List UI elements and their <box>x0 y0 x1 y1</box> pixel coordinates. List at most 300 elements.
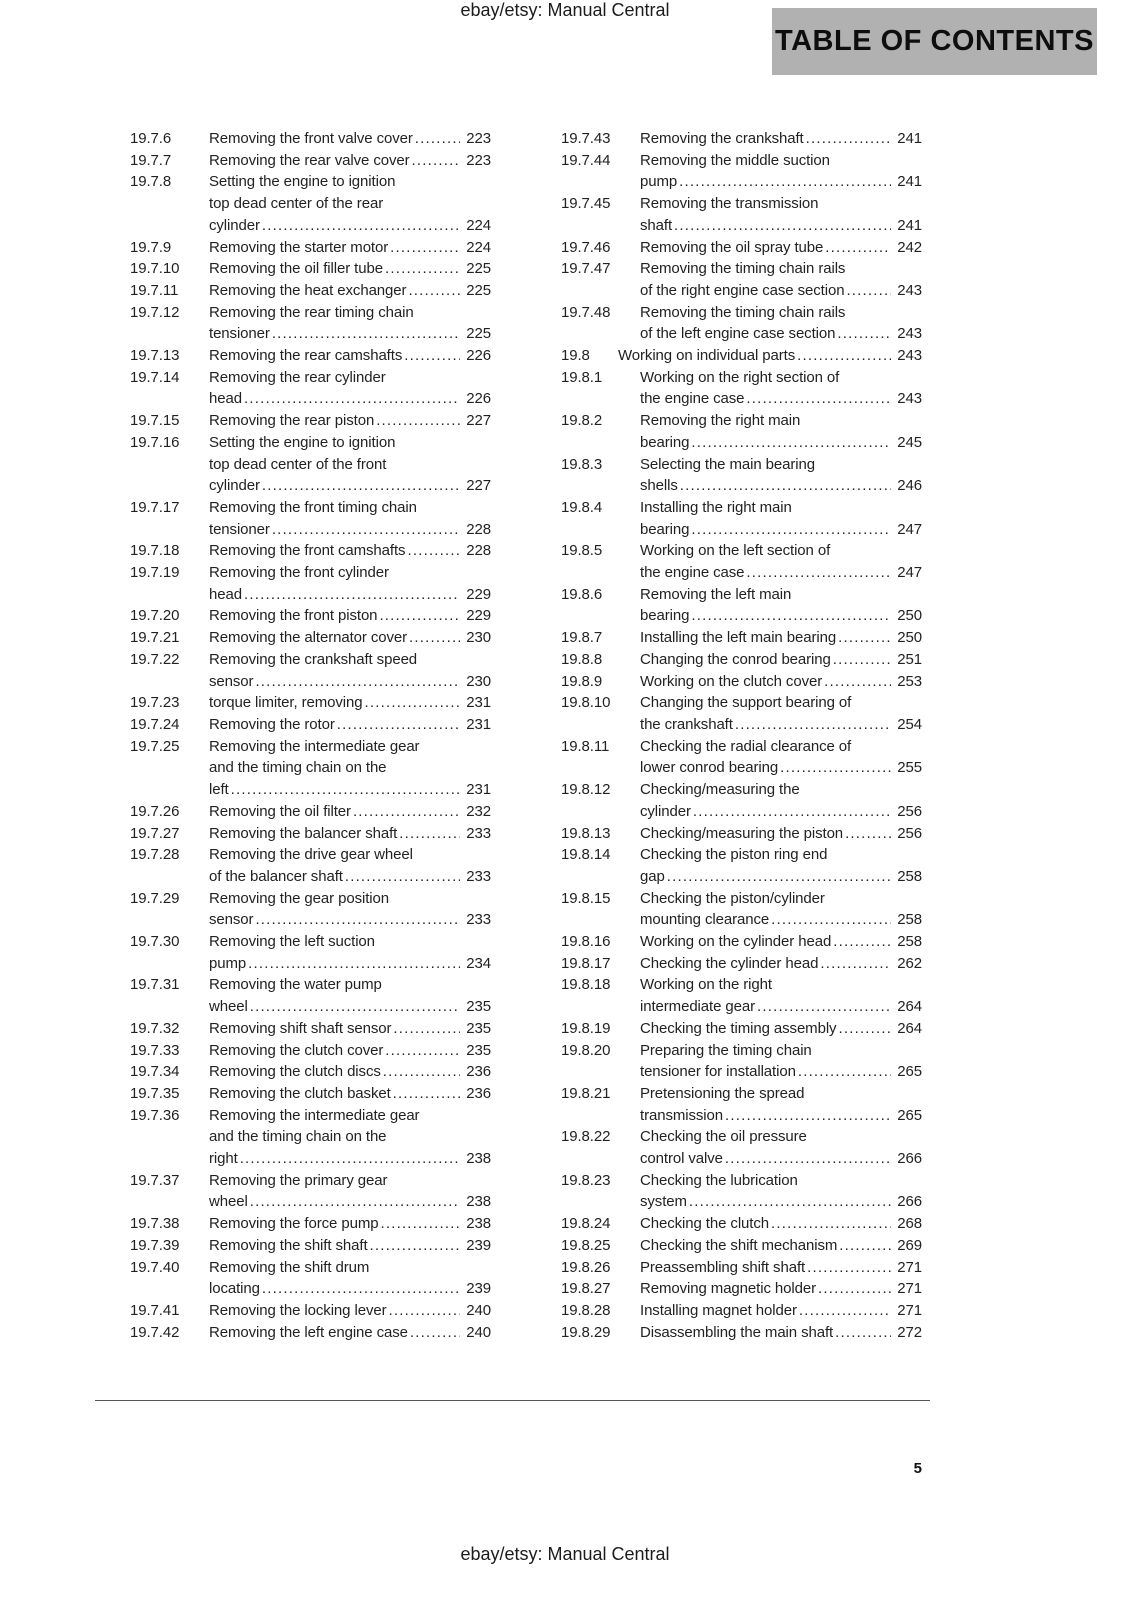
toc-entry-body <box>640 540 922 583</box>
toc-entry-number: 19.7.17 <box>130 498 180 516</box>
toc-entry <box>561 1040 922 1083</box>
toc-entry-body <box>640 150 922 193</box>
toc-entry-page: 234 <box>466 954 491 972</box>
toc-entry-page: 247 <box>897 520 922 538</box>
toc-entry-title: of the left engine case section <box>640 325 836 343</box>
toc-entry-number: 19.7.32 <box>130 1019 180 1037</box>
toc-entry <box>130 345 491 367</box>
toc-entry-title: the engine case <box>640 564 745 582</box>
toc-entry-page: 247 <box>897 564 922 582</box>
toc-entry-title: Removing the shift shaft <box>209 1236 368 1254</box>
toc-entry-title: Removing the front cylinder <box>209 564 389 582</box>
toc-entry-title: tensioner <box>209 325 270 343</box>
dot-leader <box>393 1018 460 1040</box>
toc-entry-page: 243 <box>897 347 922 365</box>
dot-leader <box>735 714 891 736</box>
toc-entry-page: 254 <box>897 715 922 733</box>
toc-entry-page: 243 <box>897 390 922 408</box>
toc-entry-page: 233 <box>466 824 491 842</box>
toc-columns <box>130 128 922 1343</box>
toc-entry-page: 271 <box>897 1301 922 1319</box>
toc-entry-body <box>640 1018 922 1040</box>
dot-leader <box>240 1148 461 1170</box>
toc-entry-title: Working on the right <box>640 976 772 994</box>
toc-entry-title: Installing the right main <box>640 498 792 516</box>
toc-entry <box>130 150 491 172</box>
toc-entry-number: 19.8.24 <box>561 1215 611 1233</box>
dot-leader <box>250 996 461 1018</box>
toc-entry-title: Removing the left suction <box>209 933 375 951</box>
toc-entry-page: 251 <box>897 650 922 668</box>
toc-entry-title: mounting clearance <box>640 911 770 929</box>
toc-entry-title: Removing the water pump <box>209 976 382 994</box>
toc-entry-body <box>209 150 491 172</box>
toc-entry-title: wheel <box>209 1193 248 1211</box>
dot-leader <box>746 562 891 584</box>
toc-entry-title: Removing the oil filter <box>209 802 351 820</box>
toc-entry-title: Removing the rear timing chain <box>209 303 414 321</box>
toc-entry-number: 19.7.48 <box>561 303 611 321</box>
toc-entry-page: 224 <box>466 216 491 234</box>
toc-entry-number: 19.7.10 <box>130 260 180 278</box>
toc-entry-body <box>640 454 922 497</box>
toc-entry-body <box>640 692 922 735</box>
toc-entry-number: 19.8.19 <box>561 1019 611 1037</box>
toc-entry-body <box>640 736 922 779</box>
toc-entry <box>561 540 922 583</box>
toc-entry-title: Removing the front timing chain <box>209 498 417 516</box>
toc-entry-title: the crankshaft <box>640 715 733 733</box>
toc-entry <box>130 1018 491 1040</box>
toc-entry-body <box>209 1300 491 1322</box>
toc-entry <box>561 953 922 975</box>
toc-entry <box>130 302 491 345</box>
toc-entry-number: 19.7.25 <box>130 737 180 755</box>
toc-entry-number: 19.8.28 <box>561 1301 611 1319</box>
toc-entry-page: 264 <box>897 998 922 1016</box>
toc-entry-number: 19.7.12 <box>130 303 180 321</box>
toc-entry-body <box>640 974 922 1017</box>
toc-entry-number: 19.7.15 <box>130 412 180 430</box>
toc-entry-title: Removing the rear camshafts <box>209 347 403 365</box>
dot-leader <box>231 779 461 801</box>
toc-entry-body <box>640 1257 922 1279</box>
toc-entry-page: 242 <box>897 238 922 256</box>
toc-entry-page: 226 <box>466 347 491 365</box>
toc-entry-title: Checking the oil pressure <box>640 1128 807 1146</box>
toc-entry-title: Removing the clutch discs <box>209 1063 381 1081</box>
toc-entry-number: 19.7.44 <box>561 151 611 169</box>
toc-entry-title: Removing the transmission <box>640 195 819 213</box>
toc-entry-title: Checking the lubrication <box>640 1171 798 1189</box>
toc-entry-number: 19.8.10 <box>561 694 611 712</box>
toc-entry-page: 240 <box>466 1323 491 1341</box>
toc-entry-body <box>209 888 491 931</box>
toc-entry-title: Removing the left main <box>640 585 792 603</box>
toc-entry-number: 19.7.7 <box>130 151 172 169</box>
toc-entry <box>130 1040 491 1062</box>
toc-entry-title: Removing the alternator cover <box>209 629 408 647</box>
toc-entry-page: 256 <box>897 824 922 842</box>
toc-entry-page: 243 <box>897 325 922 343</box>
toc-entry-page: 231 <box>466 715 491 733</box>
toc-entry-title: Working on the right section of <box>640 368 840 386</box>
toc-entry <box>561 1278 922 1300</box>
toc-entry-page: 239 <box>466 1280 491 1298</box>
toc-entry-title: left <box>209 781 229 799</box>
toc-entry <box>130 823 491 845</box>
toc-entry-number: 19.8.15 <box>561 889 611 907</box>
toc-entry-title: Checking the clutch <box>640 1215 770 1233</box>
toc-entry-body <box>209 844 491 887</box>
toc-entry-number: 19.7.35 <box>130 1084 180 1102</box>
dot-leader <box>390 237 460 259</box>
toc-entry-title: lower conrod bearing <box>640 759 779 777</box>
toc-entry-title: bearing <box>640 607 690 625</box>
toc-entry-title: Checking/measuring the piston <box>640 824 844 842</box>
dot-leader <box>404 345 460 367</box>
toc-entry-page: 269 <box>897 1236 922 1254</box>
toc-entry-page: 233 <box>466 867 491 885</box>
dot-leader <box>689 1191 891 1213</box>
toc-entry-title: Removing magnetic holder <box>640 1280 817 1298</box>
toc-entry <box>561 1170 922 1213</box>
toc-entry <box>561 779 922 822</box>
dot-leader <box>248 953 460 975</box>
toc-entry-number: 19.8.17 <box>561 954 611 972</box>
dot-leader <box>380 1213 460 1235</box>
toc-entry-title: Removing the gear position <box>209 889 390 907</box>
toc-entry-page: 243 <box>897 281 922 299</box>
toc-entry <box>130 280 491 302</box>
toc-entry-page: 235 <box>466 1019 491 1037</box>
toc-entry-number: 19.8.18 <box>561 976 611 994</box>
toc-entry-page: 229 <box>466 607 491 625</box>
dot-leader <box>691 519 891 541</box>
toc-entry-number: 19.7.34 <box>130 1063 180 1081</box>
toc-entry-body <box>209 692 491 714</box>
footer-divider <box>95 1400 930 1401</box>
toc-entry-title: wheel <box>209 998 248 1016</box>
toc-entry-page: 240 <box>466 1301 491 1319</box>
toc-entry <box>561 454 922 497</box>
toc-entry-body <box>640 1235 922 1257</box>
toc-entry-title: Removing the intermediate gear <box>209 737 420 755</box>
toc-entry-page: 227 <box>466 477 491 495</box>
toc-entry-number: 19.8.5 <box>561 542 603 560</box>
toc-entry-number: 19.7.20 <box>130 607 180 625</box>
toc-entry <box>561 1126 922 1169</box>
toc-entry-title: cylinder <box>640 802 691 820</box>
toc-entry-title: shells <box>640 477 678 495</box>
toc-entry-title: transmission <box>640 1106 723 1124</box>
toc-entry-body <box>640 1083 922 1126</box>
dot-leader <box>833 649 891 671</box>
toc-entry-page: 265 <box>897 1106 922 1124</box>
toc-entry <box>130 258 491 280</box>
toc-entry-body <box>640 1040 922 1083</box>
dot-leader <box>412 150 461 172</box>
toc-entry-body <box>618 345 922 367</box>
toc-entry-number: 19.7.18 <box>130 542 180 560</box>
toc-entry-page: 231 <box>466 694 491 712</box>
toc-entry-body <box>640 1170 922 1213</box>
toc-entry <box>130 605 491 627</box>
toc-entry-number: 19.8 <box>561 347 590 365</box>
toc-entry-body <box>640 1126 922 1169</box>
toc-entry-body <box>209 367 491 410</box>
toc-entry-title: Checking the piston ring end <box>640 846 828 864</box>
dot-leader <box>806 128 892 150</box>
dot-leader <box>833 931 891 953</box>
toc-entry-title: Checking the timing assembly <box>640 1019 837 1037</box>
toc-entry <box>130 931 491 974</box>
toc-entry-number: 19.7.14 <box>130 368 180 386</box>
toc-entry-page: 255 <box>897 759 922 777</box>
dot-leader <box>244 388 460 410</box>
toc-entry-page: 230 <box>466 672 491 690</box>
toc-entry <box>130 237 491 259</box>
dot-leader <box>839 1235 891 1257</box>
toc-entry-title: control valve <box>640 1150 723 1168</box>
toc-entry-title: cylinder <box>209 477 260 495</box>
toc-entry <box>561 1257 922 1279</box>
toc-entry-number: 19.8.16 <box>561 933 611 951</box>
dot-leader <box>798 1061 891 1083</box>
toc-entry-number: 19.8.3 <box>561 455 603 473</box>
toc-entry-title: Removing the middle suction <box>640 151 830 169</box>
toc-entry-number: 19.7.19 <box>130 564 180 582</box>
toc-entry <box>561 237 922 259</box>
toc-entry-body <box>640 410 922 453</box>
toc-entry <box>561 345 922 367</box>
toc-entry-number: 19.7.9 <box>130 238 172 256</box>
toc-entry-number: 19.7.22 <box>130 650 180 668</box>
toc-entry-page: 232 <box>466 802 491 820</box>
dot-leader <box>674 215 891 237</box>
dot-leader <box>820 953 891 975</box>
toc-entry-body <box>640 888 922 931</box>
toc-entry-number: 19.7.33 <box>130 1041 180 1059</box>
toc-entry-title: system <box>640 1193 687 1211</box>
toc-entry-number: 19.8.11 <box>561 737 610 755</box>
toc-entry-title: Removing the rotor <box>209 715 335 733</box>
toc-entry <box>561 823 922 845</box>
toc-entry <box>561 671 922 693</box>
toc-entry-title: Working on individual parts <box>618 347 796 365</box>
dot-leader <box>667 866 892 888</box>
dot-leader <box>838 627 891 649</box>
toc-entry-title: Removing the rear piston <box>209 412 375 430</box>
toc-entry-title: head <box>209 390 242 408</box>
toc-entry-page: 241 <box>897 173 922 191</box>
toc-entry <box>561 584 922 627</box>
toc-entry-body <box>209 432 491 497</box>
toc-entry-title: shaft <box>640 216 673 234</box>
dot-leader <box>825 237 891 259</box>
toc-entry-body <box>209 410 491 432</box>
toc-entry-number: 19.8.29 <box>561 1323 611 1341</box>
toc-entry-number: 19.8.8 <box>561 650 603 668</box>
dot-leader <box>272 519 460 541</box>
header-site-title: ebay/etsy: Manual Central <box>460 0 670 20</box>
dot-leader <box>408 280 460 302</box>
toc-entry-page: 266 <box>897 1193 922 1211</box>
toc-entry-body <box>209 258 491 280</box>
toc-entry-title: Removing the timing chain rails <box>640 303 846 321</box>
toc-entry-title: and the timing chain on the <box>209 759 387 777</box>
toc-entry-number: 19.7.11 <box>130 281 179 299</box>
toc-entry-number: 19.8.26 <box>561 1258 611 1276</box>
toc-entry-number: 19.7.38 <box>130 1215 180 1233</box>
toc-entry-body <box>640 1213 922 1235</box>
toc-entry <box>561 844 922 887</box>
toc-entry-page: 228 <box>466 520 491 538</box>
dot-leader <box>838 1018 891 1040</box>
toc-entry <box>130 497 491 540</box>
toc-entry <box>130 627 491 649</box>
dot-leader <box>379 605 460 627</box>
toc-entry-body <box>209 801 491 823</box>
toc-entry-title: pump <box>640 173 678 191</box>
toc-entry-number: 19.8.1 <box>561 368 603 386</box>
toc-entry-body <box>209 974 491 1017</box>
toc-entry-page: 258 <box>897 867 922 885</box>
toc-entry-title: intermediate gear <box>640 998 756 1016</box>
toc-entry-page: 235 <box>466 998 491 1016</box>
toc-entry-page: 266 <box>897 1150 922 1168</box>
toc-entry-number: 19.7.29 <box>130 889 180 907</box>
dot-leader <box>725 1105 891 1127</box>
toc-entry-title: Removing the oil filler tube <box>209 260 383 278</box>
toc-entry-number: 19.8.27 <box>561 1280 611 1298</box>
toc-entry-body <box>640 258 922 301</box>
toc-entry-number: 19.7.16 <box>130 433 180 451</box>
toc-entry <box>130 1105 491 1170</box>
toc-entry-number: 19.7.39 <box>130 1236 180 1254</box>
toc-entry-number: 19.8.23 <box>561 1171 611 1189</box>
toc-entry-page: 264 <box>897 1019 922 1037</box>
toc-entry-page: 224 <box>466 238 491 256</box>
dot-leader <box>353 801 460 823</box>
toc-entry <box>130 1235 491 1257</box>
toc-entry-title: sensor <box>209 911 254 929</box>
toc-entry-page: 236 <box>466 1063 491 1081</box>
toc-entry-number: 19.8.7 <box>561 629 603 647</box>
toc-entry-title: Preassembling shift shaft <box>640 1258 806 1276</box>
dot-leader <box>255 671 460 693</box>
dot-leader <box>383 1061 461 1083</box>
dot-leader <box>337 714 461 736</box>
toc-entry-number: 19.7.26 <box>130 802 180 820</box>
toc-entry <box>130 367 491 410</box>
toc-entry-body <box>209 171 491 236</box>
toc-entry-body <box>209 931 491 974</box>
toc-entry <box>561 367 922 410</box>
toc-entry-title: Removing the primary gear <box>209 1171 388 1189</box>
toc-entry <box>561 1300 922 1322</box>
toc-entry-title: Removing the heat exchanger <box>209 281 407 299</box>
dot-leader <box>255 909 460 931</box>
toc-entry-title: top dead center of the front <box>209 455 387 473</box>
toc-entry-body <box>640 193 922 236</box>
dot-leader <box>389 1300 461 1322</box>
toc-entry-title: Removing the rear cylinder <box>209 368 386 386</box>
toc-entry <box>130 1213 491 1235</box>
toc-entry-body <box>640 1300 922 1322</box>
toc-entry <box>561 193 922 236</box>
footer-site-title: ebay/etsy: Manual Central <box>460 1544 670 1564</box>
dot-leader <box>799 1300 891 1322</box>
toc-entry-title: Removing the front piston <box>209 607 378 625</box>
toc-entry <box>130 692 491 714</box>
dot-leader <box>244 584 460 606</box>
dot-leader <box>757 996 891 1018</box>
toc-entry-title: Removing the oil spray tube <box>640 238 824 256</box>
page-number: 5 <box>913 1460 922 1477</box>
dot-leader <box>679 171 891 193</box>
toc-entry-number: 19.8.22 <box>561 1128 611 1146</box>
toc-entry-title: right <box>209 1150 238 1168</box>
dot-leader <box>680 475 892 497</box>
toc-entry-number: 19.7.36 <box>130 1106 180 1124</box>
toc-entry-body <box>209 1083 491 1105</box>
toc-entry-number: 19.7.13 <box>130 347 180 365</box>
toc-entry-page: 271 <box>897 1258 922 1276</box>
toc-entry-number: 19.8.25 <box>561 1236 611 1254</box>
dot-leader <box>407 540 460 562</box>
toc-entry-title: sensor <box>209 672 254 690</box>
dot-leader <box>835 1322 891 1344</box>
toc-entry-title: pump <box>209 954 247 972</box>
toc-entry-page: 258 <box>897 911 922 929</box>
dot-leader <box>845 823 891 845</box>
toc-entry-number: 19.7.46 <box>561 238 611 256</box>
toc-entry-title: Removing the intermediate gear <box>209 1106 420 1124</box>
toc-entry-body <box>640 367 922 410</box>
toc-entry-title: Checking the piston/cylinder <box>640 889 825 907</box>
toc-entry-body <box>209 1040 491 1062</box>
toc-entry-page: 238 <box>466 1193 491 1211</box>
toc-entry-title: Working on the left section of <box>640 542 831 560</box>
toc-entry-page: 268 <box>897 1215 922 1233</box>
toc-entry-body <box>209 237 491 259</box>
toc-entry-page: 241 <box>897 130 922 147</box>
toc-entry <box>561 1083 922 1126</box>
toc-entry-title: Removing the force pump <box>209 1215 379 1233</box>
toc-entry-number: 19.7.37 <box>130 1171 180 1189</box>
toc-entry-title: Checking the radial clearance of <box>640 737 852 755</box>
toc-entry-body <box>209 562 491 605</box>
toc-entry-number: 19.7.45 <box>561 195 611 213</box>
toc-entry-title: Changing the conrod bearing <box>640 650 831 668</box>
dot-leader <box>415 128 461 150</box>
toc-entry <box>130 410 491 432</box>
toc-entry <box>130 1322 491 1344</box>
toc-entry-title: Removing the starter motor <box>209 238 389 256</box>
toc-entry-page: 250 <box>897 607 922 625</box>
toc-entry-number: 19.7.24 <box>130 715 180 733</box>
toc-entry-title: gap <box>640 867 665 885</box>
toc-entry-title: Removing the balancer shaft <box>209 824 398 842</box>
toc-entry-body <box>209 1213 491 1235</box>
toc-entry-page: 265 <box>897 1063 922 1081</box>
toc-entry-body <box>209 1105 491 1170</box>
toc-entry-number: 19.8.13 <box>561 824 611 842</box>
toc-entry-body <box>209 649 491 692</box>
toc-entry-body <box>209 627 491 649</box>
toc-entry-body <box>209 302 491 345</box>
